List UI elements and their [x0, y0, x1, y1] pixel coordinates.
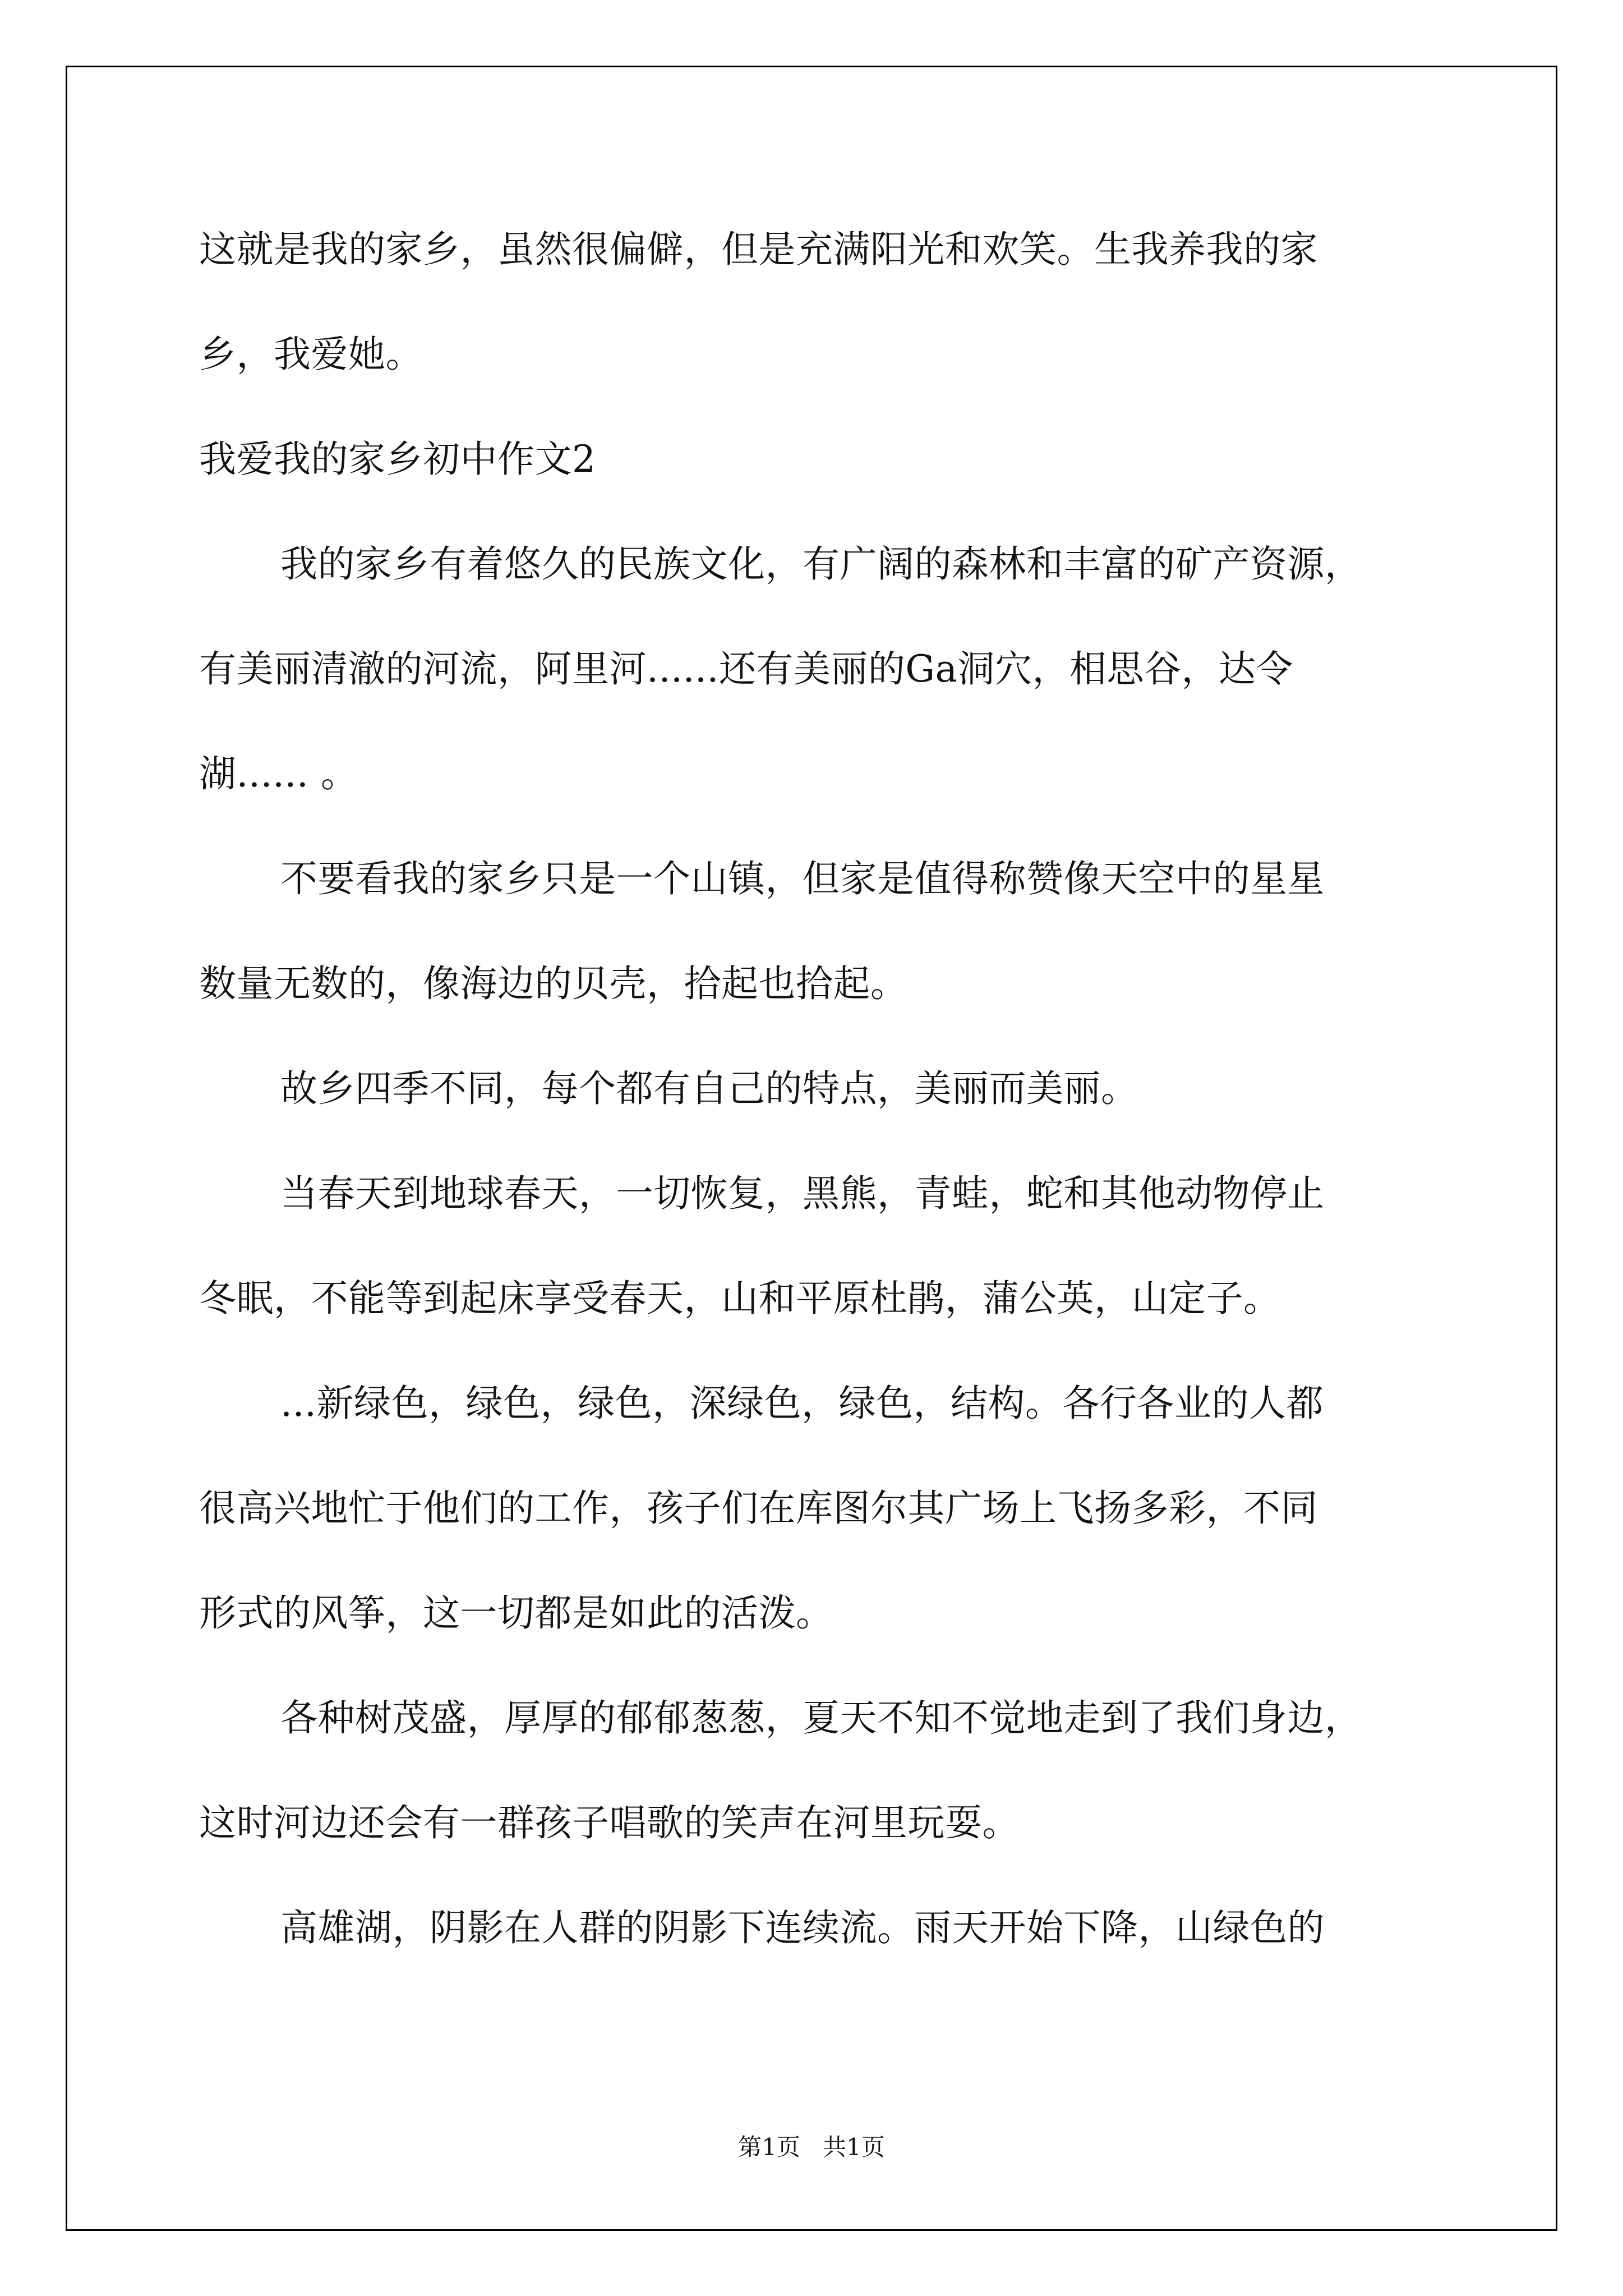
text-line: 有美丽清澈的河流，阿里河......还有美丽的Ga洞穴，相思谷，达令: [199, 647, 1293, 691]
text-line: 冬眠，不能等到起床享受春天，山和平原杜鹃，蒲公英，山定子。: [199, 1277, 1281, 1320]
text-line: 不要看我的家乡只是一个山镇，但家是值得称赞像天空中的星星: [280, 857, 1325, 900]
text-line: ...新绿色，绿色，绿色，深绿色，绿色，结构。各行各业的人都: [280, 1382, 1324, 1425]
text-line: 这时河边还会有一群孩子唱歌的笑声在河里玩耍。: [199, 1801, 1020, 1844]
text-line: 高雄湖，阴影在人群的阴影下连续流。雨天开始下降，山绿色的: [280, 1906, 1325, 1949]
text-line: 我的家乡有着悠久的民族文化，有广阔的森林和丰富的矿产资源，: [280, 542, 1362, 586]
text-line: 形式的风筝，这一切都是如此的活泼。: [199, 1591, 833, 1635]
text-line: 很高兴地忙于他们的工作，孩子们在库图尔其广场上飞扬多彩，不同: [199, 1487, 1318, 1530]
text-line: 这就是我的家乡，虽然很偏僻，但是充满阳光和欢笑。生我养我的家: [199, 228, 1318, 271]
text-line: 各种树茂盛，厚厚的郁郁葱葱，夏天不知不觉地走到了我们身边，: [280, 1696, 1362, 1740]
text-line: 故乡四季不同，每个都有自己的特点，美丽而美丽。: [280, 1067, 1138, 1110]
text-line: 湖...... 。: [199, 752, 358, 795]
text-line: 当春天到地球春天，一切恢复，黑熊，青蛙，蛇和其他动物停止: [280, 1172, 1325, 1215]
page-footer: 第1页 共1页: [738, 2133, 885, 2161]
text-line: 乡，我爱她。: [199, 333, 423, 376]
section-heading: 我爱我的家乡初中作文2: [199, 438, 596, 481]
text-line: 数量无数的，像海边的贝壳，拾起也拾起。: [199, 962, 908, 1005]
